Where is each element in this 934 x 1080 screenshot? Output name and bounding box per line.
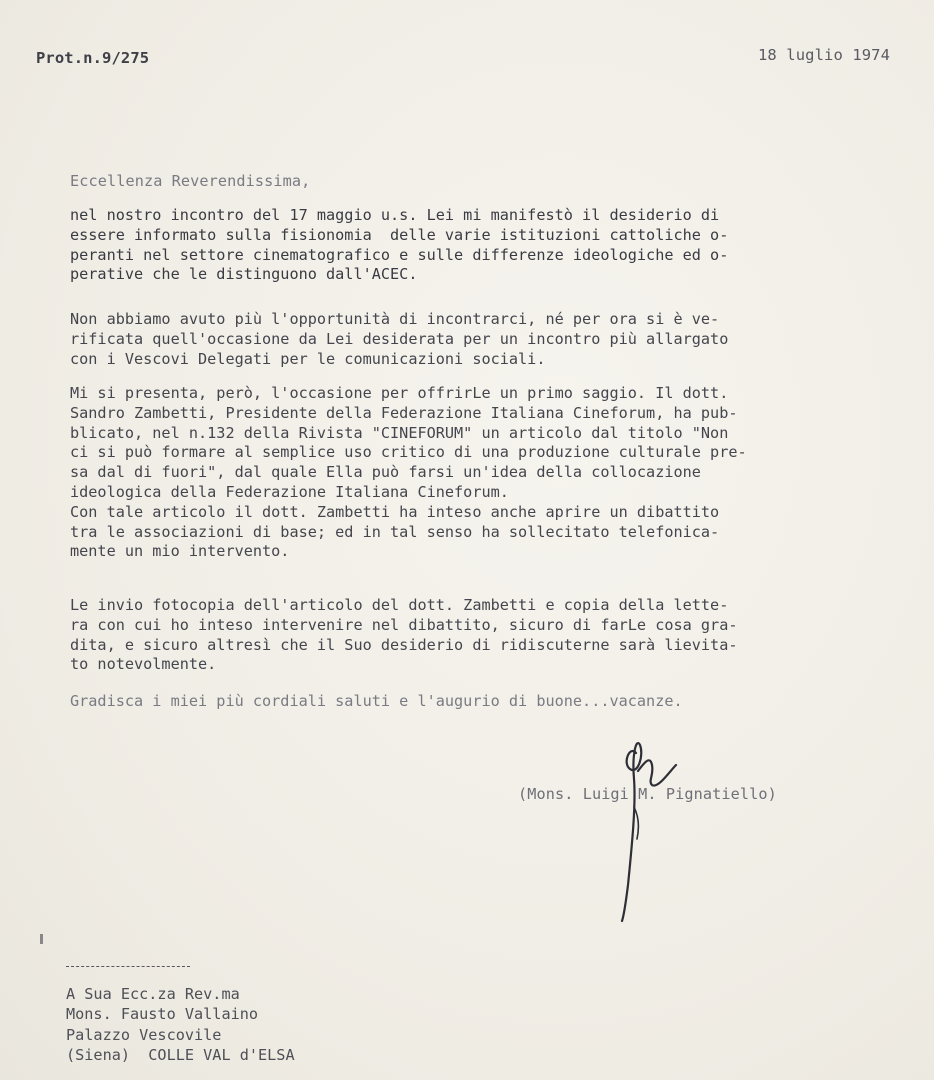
paragraph-line: ra con cui ho inteso intervenire nel dibattito, sicuro di farLe cosa gra- — [70, 615, 738, 634]
address-line: (Siena) COLLE VAL d'ELSA — [66, 1046, 295, 1065]
paragraph-line: nel nostro incontro del 17 maggio u.s. Lei mi manifestò il desiderio di — [70, 206, 720, 224]
protocol-number: Prot.n.9/275 — [36, 49, 150, 67]
paragraph-line: peranti nel settore cinematografico e sulle differenze ideologiche ed o- — [70, 245, 729, 264]
paragraph-line: Con tale articolo il dott. Zambetti ha inteso anche aprire un dibattito — [70, 502, 720, 521]
letter-date: 18 luglio 1974 — [758, 46, 891, 64]
paragraph-line: Gradisca i miei più cordiali saluti e l'augurio di buone...vacanze. — [70, 692, 683, 710]
paragraph-line: blicato, nel n.132 della Rivista "CINEFORUM" un articolo dal titolo "Non — [70, 423, 729, 442]
address-line: Mons. Fausto Vallaino — [66, 1005, 259, 1024]
paragraph-line: tra le associazioni di base; ed in tal senso ha sollecitato telefonica- — [70, 522, 720, 541]
signatory-name: (Mons. Luigi M. Pignatiello) — [518, 785, 777, 803]
paragraph-line: ideologica della Federazione Italiana Cineforum. — [70, 482, 509, 501]
paragraph-5 — [70, 692, 890, 712]
paragraph-line: ci si può formare al semplice uso critico di una produzione culturale pre- — [70, 443, 747, 462]
address-line: A Sua Ecc.za Rev.ma — [66, 985, 240, 1003]
salutation: Eccellenza Reverendissima, — [70, 172, 311, 190]
paragraph-4 — [70, 596, 890, 675]
paragraph-line: essere informato sulla fisionomia delle varie istituzioni cattoliche o- — [70, 225, 729, 244]
recipient-address — [66, 984, 295, 1066]
paragraph-line: Mi si presenta, però, l'occasione per offrirLe un primo saggio. Il dott. — [70, 384, 729, 402]
paragraph-line: mente un mio intervento. — [70, 542, 290, 561]
paragraph-1 — [70, 206, 890, 285]
paragraph-2 — [70, 310, 890, 369]
paragraph-line: Le invio fotocopia dell'articolo del dott. Zambetti e copia della lette- — [70, 596, 729, 614]
margin-mark — [40, 934, 43, 944]
paragraph-line: Non abbiamo avuto più l'opportunità di incontrarci, né per ora si è ve- — [70, 310, 720, 328]
paragraph-line: dita, e sicuro altresì che il Suo desiderio di ridiscuterne sarà lievita- — [70, 635, 738, 654]
address-line: Palazzo Vescovile — [66, 1025, 222, 1044]
paragraph-line: con i Vescovi Delegati per le comunicazioni sociali. — [70, 349, 546, 368]
signature-mark — [600, 715, 730, 925]
paragraph-line: rificata quell'occasione da Lei desiderata per un incontro più allargato — [70, 329, 729, 348]
recipient-divider — [66, 966, 190, 967]
paragraph-line: to notevolmente. — [70, 655, 217, 674]
paragraph-line: perative che le distinguono dall'ACEC. — [70, 265, 418, 284]
paragraph-line: Sandro Zambetti, Presidente della Federazione Italiana Cineforum, ha pub- — [70, 403, 738, 422]
paragraph-3 — [70, 384, 890, 562]
paragraph-line: sa dal di fuori", dal quale Ella può farsi un'idea della collocazione — [70, 463, 701, 482]
